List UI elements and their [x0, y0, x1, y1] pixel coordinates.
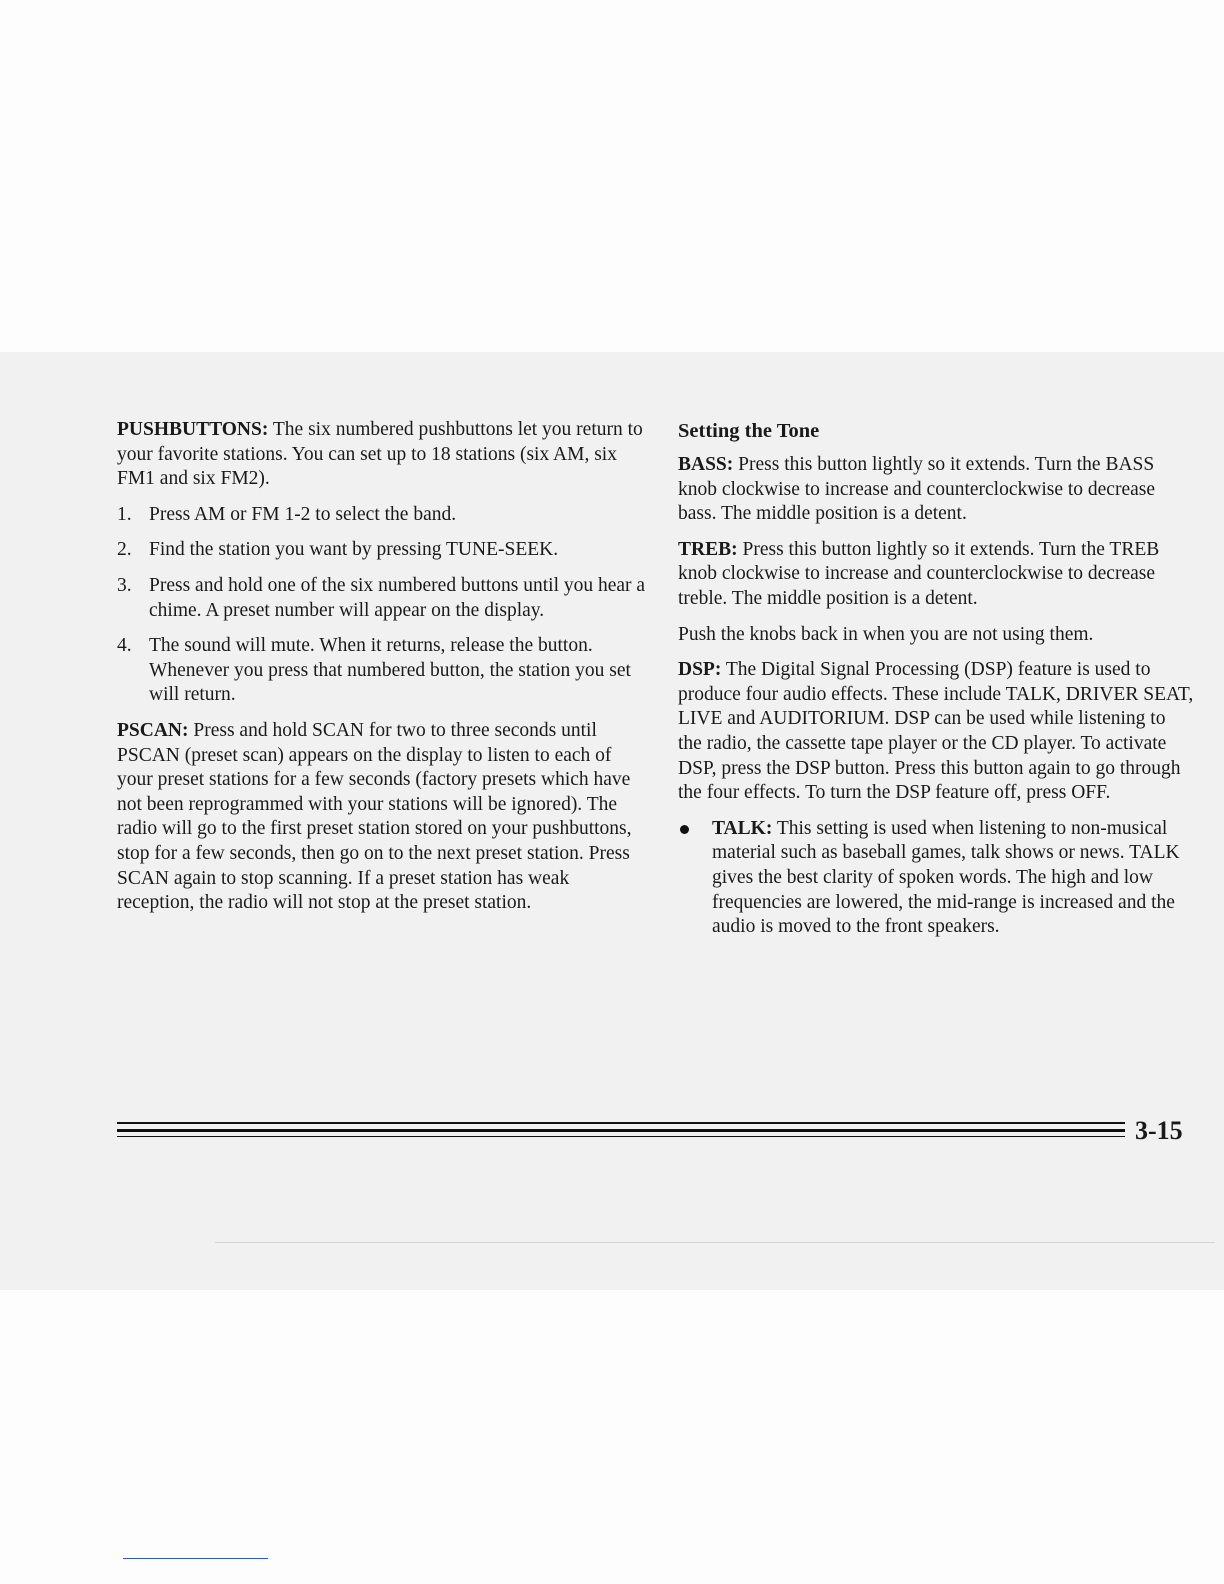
step-item [117, 634, 649, 708]
step-number: 4. [117, 635, 132, 657]
page-number: 3-15 [1135, 1116, 1183, 1145]
step-text: Press and hold one of the six numbered buttons until you hear a chime. A preset number will appear on the display. [149, 574, 646, 621]
pscan-paragraph [117, 719, 649, 916]
talk-text: This setting is used when listening to non-musical material such as baseball games, talk shows or news. TALK gives the best clarity of spoken words. The high and low frequencies are lowered, the mid-range is increased and the audio is moved to the front speakers. [712, 817, 1180, 938]
footnote-rule [123, 1558, 268, 1559]
footer-rule [117, 1136, 1125, 1137]
bass-text: Press this button lightly so it extends. Turn the BASS knob clockwise to increase and counterclockwise to decrease bass. The middle position is a detent. [678, 454, 1156, 525]
step-number: 3. [117, 574, 132, 596]
preset-steps-list [117, 503, 649, 708]
scan-artifact-line [215, 1242, 1215, 1243]
step-item [117, 503, 649, 528]
treb-label: TREB: [678, 538, 738, 560]
step-text: The sound will mute. When it returns, release the button. Whenever you press that numbered button, the station you set will return. [149, 635, 631, 706]
step-item [117, 538, 649, 563]
step-text: Press AM or FM 1-2 to select the band. [149, 503, 457, 525]
push-knobs-paragraph: Push the knobs back in when you are not using them. [678, 623, 1094, 645]
left-column [117, 418, 649, 927]
step-item [117, 574, 649, 623]
footer-rule [117, 1122, 1125, 1124]
treb-text: Press this button lightly so it extends. Turn the TREB knob clockwise to increase and counterclockwise to decrease treble. The middle position is a detent. [678, 538, 1160, 609]
section-heading: Setting the Tone [678, 420, 820, 442]
pushbuttons-label: PUSHBUTTONS: [117, 419, 269, 440]
talk-bullet-item [678, 817, 1194, 940]
right-column [678, 418, 1194, 940]
dsp-text: The Digital Signal Processing (DSP) feature is used to produce four audio effects. These include TALK, DRIVER SEAT, LIVE and AUDITORIUM. DSP can be used while listening to the radio, the cassette tape player or the CD player. To activate DSP, press the DSP button. Press this button again to go through the four effects. To turn the DSP feature off, press OFF. [678, 659, 1194, 804]
bullet-icon [680, 825, 689, 834]
pushbuttons-paragraph [117, 418, 649, 492]
step-number: 1. [117, 503, 132, 525]
bass-label: BASS: [678, 454, 734, 475]
dsp-paragraph [678, 658, 1194, 806]
pscan-text: Press and hold SCAN for two to three seconds until PSCAN (preset scan) appears on the display to listen to each of your preset stations for a few seconds (factory presets which have not been reprogrammed with your stations will be ignored). The radio will go to the first preset station stored on your pushbuttons, stop for a few seconds, then go on to the next preset station. Press SCAN again to stop scanning. If a preset station has weak reception, the radio will not stop at the preset station. [117, 719, 632, 914]
treb-paragraph [678, 538, 1194, 612]
pscan-label: PSCAN: [117, 719, 189, 741]
dsp-label: DSP: [678, 659, 722, 681]
pushbuttons-text: The six numbered pushbuttons let you return to your favorite stations. You can set up to 18 stations (six AM, six FM1 and six FM2). [117, 419, 643, 490]
step-number: 2. [117, 539, 132, 561]
step-text: Find the station you want by pressing TUNE-SEEK. [149, 539, 559, 561]
bass-paragraph [678, 453, 1194, 527]
footer-rule [117, 1129, 1125, 1132]
talk-label: TALK: [712, 817, 773, 839]
